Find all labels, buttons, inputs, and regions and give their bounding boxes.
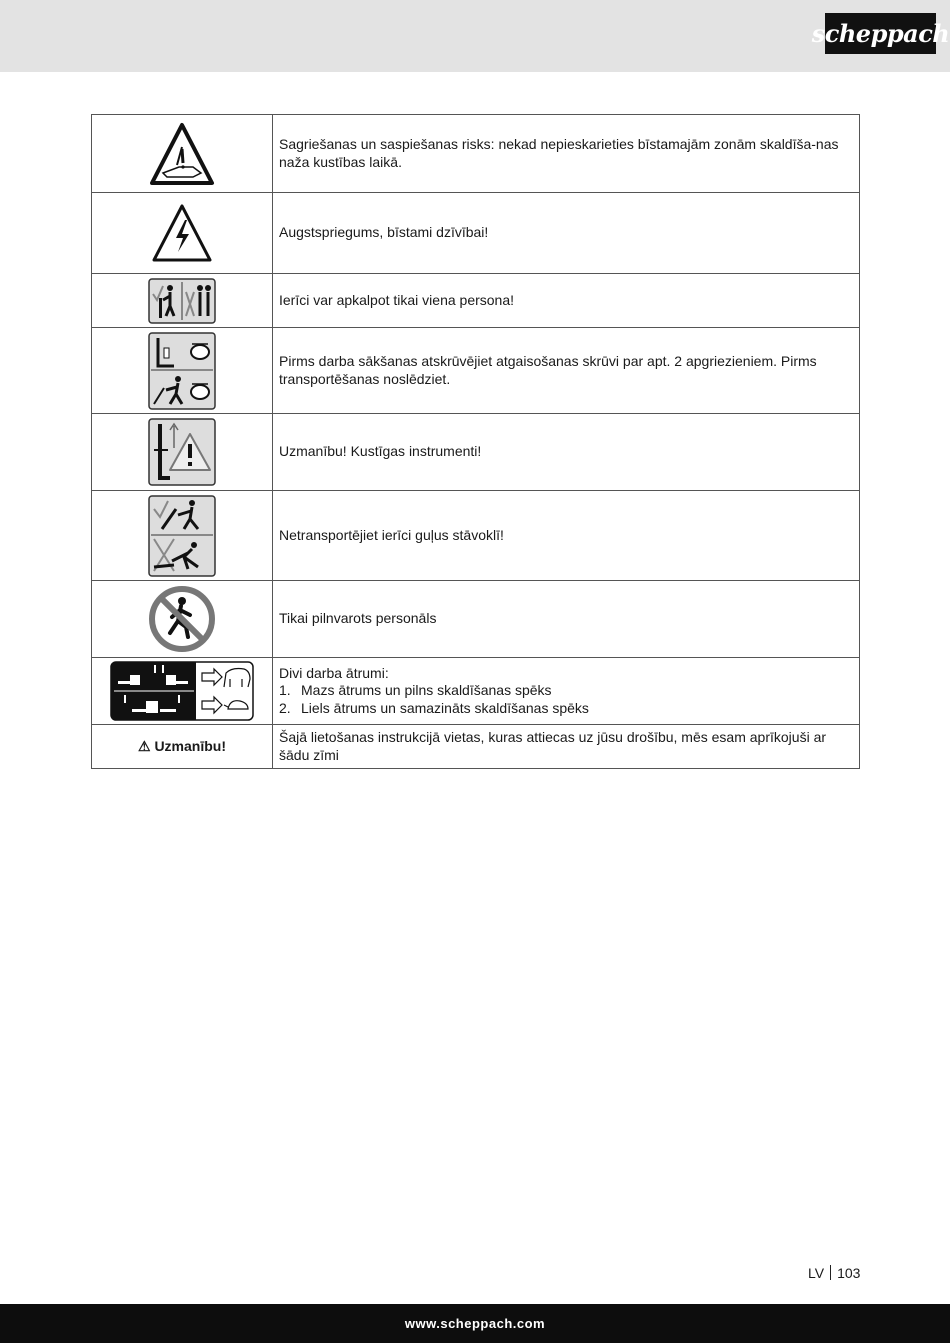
icon-cell bbox=[92, 725, 273, 769]
description-text: Uzmanību! Kustīgas instrumenti! bbox=[279, 443, 482, 460]
table-row bbox=[92, 725, 860, 769]
scheppach-logo bbox=[811, 13, 950, 54]
vent-screw-icon bbox=[148, 332, 216, 410]
description-cell bbox=[273, 725, 860, 769]
table-row bbox=[92, 581, 860, 658]
high-voltage-warning-icon bbox=[151, 202, 213, 264]
moving-tools-warning-icon bbox=[148, 418, 216, 486]
description-text: Augstspriegums, bīstami dzīvībai! bbox=[279, 224, 489, 241]
description-cell bbox=[273, 193, 860, 274]
table-row bbox=[92, 414, 860, 491]
list-text: Liels ātrums un samazināts skaldīšanas spēks bbox=[301, 699, 589, 716]
list-number: 1. bbox=[279, 682, 291, 699]
description-text: Netransportējiet ierīci guļus stāvoklī! bbox=[279, 526, 504, 543]
table-row bbox=[92, 658, 860, 725]
two-speeds-icon bbox=[110, 661, 254, 721]
crush-hazard-warning-icon bbox=[149, 121, 215, 187]
icon-cell bbox=[92, 115, 273, 193]
language-code: LV bbox=[808, 1265, 825, 1281]
list-item bbox=[279, 682, 853, 700]
description-cell bbox=[273, 581, 860, 658]
icon-cell bbox=[92, 491, 273, 581]
speeds-list bbox=[279, 682, 853, 717]
description-text: Sagriešanas un saspiešanas risks: nekad nepieskarieties bīstamajām zonām skaldīša-nas naža kustības laikā. bbox=[279, 136, 839, 170]
separator bbox=[830, 1265, 831, 1280]
page-number bbox=[808, 1265, 860, 1281]
description-cell bbox=[273, 274, 860, 328]
list-text: Mazs ātrums un pilns skaldīšanas spēks bbox=[301, 682, 552, 699]
table-row bbox=[92, 274, 860, 328]
description-cell bbox=[273, 491, 860, 581]
table-row bbox=[92, 193, 860, 274]
description-text: Šajā lietošanas instrukcijā vietas, kuras attiecas uz jūsu drošību, mēs esam aprīkojuši ar šādu zīmi bbox=[279, 729, 827, 763]
speeds-intro: Divi darba ātrumi: bbox=[279, 664, 389, 681]
single-operator-icon bbox=[148, 278, 216, 324]
footer-bar bbox=[0, 1304, 950, 1343]
icon-cell bbox=[92, 414, 273, 491]
no-unauthorized-persons-icon bbox=[148, 585, 216, 653]
icon-cell bbox=[92, 581, 273, 658]
description-cell bbox=[273, 658, 860, 725]
description-text: Tikai pilnvarots personāls bbox=[279, 610, 437, 627]
page-number-value: 103 bbox=[837, 1265, 861, 1281]
warning-label: ⚠ Uzmanību! bbox=[138, 737, 226, 754]
table-row bbox=[92, 328, 860, 414]
description-text: Pirms darba sākšanas atskrūvējiet atgaisošanas skrūvi par apt. 2 apgriezieniem. Pirms transportēšanas noslēdziet. bbox=[279, 353, 817, 387]
icon-cell bbox=[92, 274, 273, 328]
description-cell bbox=[273, 115, 860, 193]
list-number: 2. bbox=[279, 699, 291, 716]
safety-symbols-table bbox=[91, 114, 860, 769]
icon-cell bbox=[92, 658, 273, 725]
description-cell bbox=[273, 328, 860, 414]
no-horizontal-transport-icon bbox=[148, 495, 216, 577]
logo-text: scheppach bbox=[811, 19, 950, 48]
icon-cell bbox=[92, 193, 273, 274]
table-row bbox=[92, 115, 860, 193]
icon-cell bbox=[92, 328, 273, 414]
table-row bbox=[92, 491, 860, 581]
header-band bbox=[0, 0, 950, 72]
description-text: Ierīci var apkalpot tikai viena persona! bbox=[279, 291, 515, 308]
description-cell bbox=[273, 414, 860, 491]
list-item bbox=[279, 700, 853, 718]
footer-url[interactable]: www.scheppach.com bbox=[404, 1316, 546, 1331]
